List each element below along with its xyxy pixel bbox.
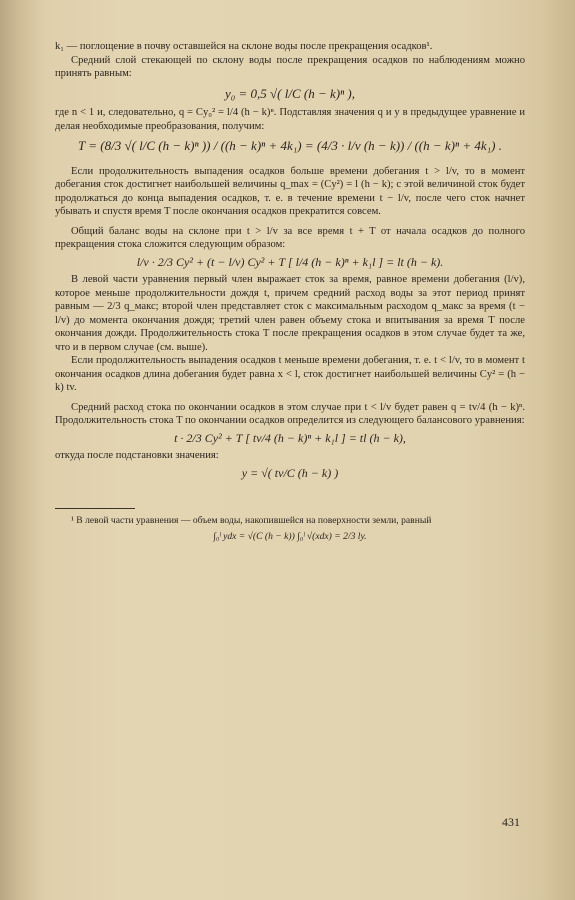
footnote-rule	[55, 508, 135, 509]
equation: l/v · 2/3 Cy² + (t − l/v) Cy² + T [ l/4 (h − k)ⁿ + k₁l ] = lt (h − k).	[136, 254, 444, 269]
paragraph: k₁ — поглощение в почву оставшейся на склоне воды после прекращения осадков¹.	[55, 41, 433, 52]
paragraph: Если продолжительность выпадения осадков больше времени добегания t > l/v, то в момент добегания сток достигнет наибольшей величины q_max = (Cy²) = l (h − k); с этой величиной сток будет продолжаться до конца выпадения осадков, т. е. в течение времени t − l/v, после чего сток начнет убывать и спустя время T после окончания осадков прекратится совсем.	[55, 165, 525, 217]
equation: t · 2/3 Cy² + T [ tv/4 (h − k)ⁿ + k₁l ] = tl (h − k),	[174, 430, 406, 445]
paragraph: где n < 1 и, следовательно, q = Cy₀² = l/4 (h − k)ⁿ. Подставляя значения q и y в предыдущее уравнение и делая необходимые преобразования, получим:	[55, 107, 525, 132]
page-number: 431	[502, 815, 520, 829]
paragraph: Общий баланс воды на склоне при t > l/v за все время t + T от начала осадков до полного прекращения стока сложится следующим образом:	[55, 225, 525, 250]
paragraph: откуда после подстановки значения:	[55, 450, 219, 461]
footnote-text: ¹ В левой части уравнения — объем воды, накопившейся на поверхности земли, равный	[71, 515, 432, 526]
paragraph: Средний слой стекающей по склону воды после прекращения осадков по наблюдениям можно принять равным:	[55, 54, 525, 79]
page-content	[55, 40, 525, 547]
equation: y₀ = 0,5 √( l/C (h − k)ⁿ ),	[224, 85, 356, 101]
paragraph: Если продолжительность выпадения осадков t меньше времени добегания, т. е. t < l/v, то в момент t окончания осадков длина добегания будет равна x < l, сток достигнет наибольшей величины Cy² = (h − k) tv.	[55, 355, 525, 393]
equation: y = √( tv/C (h − k) )	[241, 465, 339, 480]
footnote-equation: ∫₀ˡ ydx = √(C (h − k)) ∫₀ˡ √(xdx) = 2/3 ly.	[213, 531, 367, 542]
paragraph: В левой части уравнения первый член выражает сток за время, равное времени добегания (l/v), которое меньше продолжительности дождя t, причем средний расход воды за этот период принят равным — 2/3 q_макс; второй член представляет сток с максимальным расходом q_макс за время (t − l/v) до момента окончания дождя; третий член равен объему стока и впитывания за время T после окончания дожди. Продолжительность стока T после прекращения осадков в этом случае будет та же, что и в первом случае (см. выше).	[55, 274, 525, 353]
equation: T = (8/3 √( l/C (h − k)ⁿ )) / ((h − k)ⁿ + 4k₁) = (4/3 · l/v (h − k)) / ((h − k)ⁿ + 4k₁) .	[77, 138, 502, 153]
paragraph: Средний расход стока по окончании осадков в этом случае при t < l/v будет равен q = tv/4 (h − k)ⁿ. Продолжительность стока T по окончании осадков определится из следующего балансового уравнения:	[55, 401, 525, 426]
